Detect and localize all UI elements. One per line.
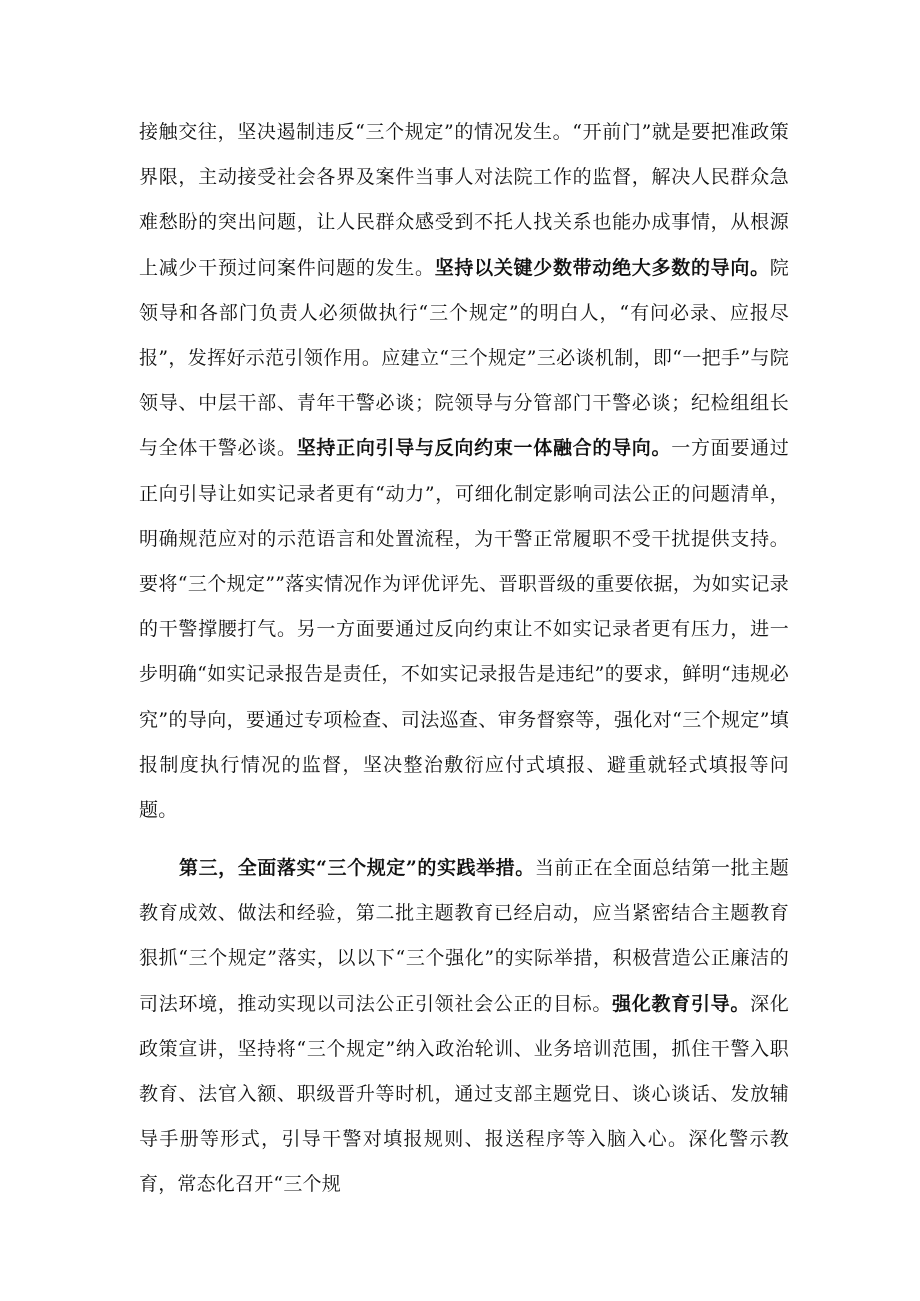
- text-segment: 一方面要通过正向引导让如实记录者更有“动力”，可细化制定影响司法公正的问题清单，明确规范应对的示范语言和处置流程，为干警正常履职不受干扰提供支持。要将“三个规定””落实情况作为评优评先、晋职晋级的重要依据，为如实记录的干警撑腰打气。另一方面要通过反向约束让不如实记录者更有压力，进一步明确“如实记录报告是责任，不如实记录报告是违纪”的要求，鲜明“违规必究”的导向，要通过专项检查、司法巡查、审务督察等，强化对“三个规定”填报制度执行情况的监督，坚决整治敷衍应付式填报、避重就轻式填报等问题。: [139, 437, 789, 822]
- text-segment: 接触交往，坚决遏制违反“三个规定”的情况发生。“开前门”就是要把准政策界限，主动接受社会各界及案件当事人对法院工作的监督，解决人民群众急难愁盼的突出问题，让人民群众感受到不托人找关系也能办成事情，从根源上减少干预过问案件问题的发生。: [139, 121, 789, 279]
- paragraph-2: [139, 846, 789, 1208]
- text-segment: 深化政策宣讲，坚持将“三个规定”纳入政治轮训、业务培训范围，抓住干警入职教育、法官入额、职级晋升等时机，通过支部主题党日、谈心谈话、发放辅导手册等形式，引导干警对填报规则、报送程序等入脑入心。深化警示教育，常态化召开“三个规: [139, 992, 789, 1196]
- bold-heading-segment: 强化教育引导。: [612, 992, 751, 1015]
- paragraph-1: [139, 110, 789, 833]
- text-segment: 当前正在全面总结第一批主题教育成效、做法和经验，第二批主题教育已经启动，应当紧密结合主题教育狠抓“三个规定”落实，以以下“三个强化”的实际举措，积极营造公正廉洁的司法环境，推动实现以司法公正引领社会公正的目标。: [139, 857, 789, 1015]
- bold-heading-segment: 坚持正向引导与反向约束一体融合的导向。: [296, 437, 672, 460]
- bold-heading-segment: 坚持以关键少数带动绝大多数的导向。: [434, 256, 770, 279]
- text-segment: 院领导和各部门负责人必须做执行“三个规定”的明白人，“有问必录、应报尽报”，发挥好示范引领作用。应建立“三个规定”三必谈机制，即“一把手”与院领导、中层干部、青年干警必谈；院领导与分管部门干警必谈；纪检组组长与全体干警必谈。: [139, 256, 789, 460]
- bold-heading-segment: 第三，全面落实“三个规定”的实践举措。: [179, 857, 535, 879]
